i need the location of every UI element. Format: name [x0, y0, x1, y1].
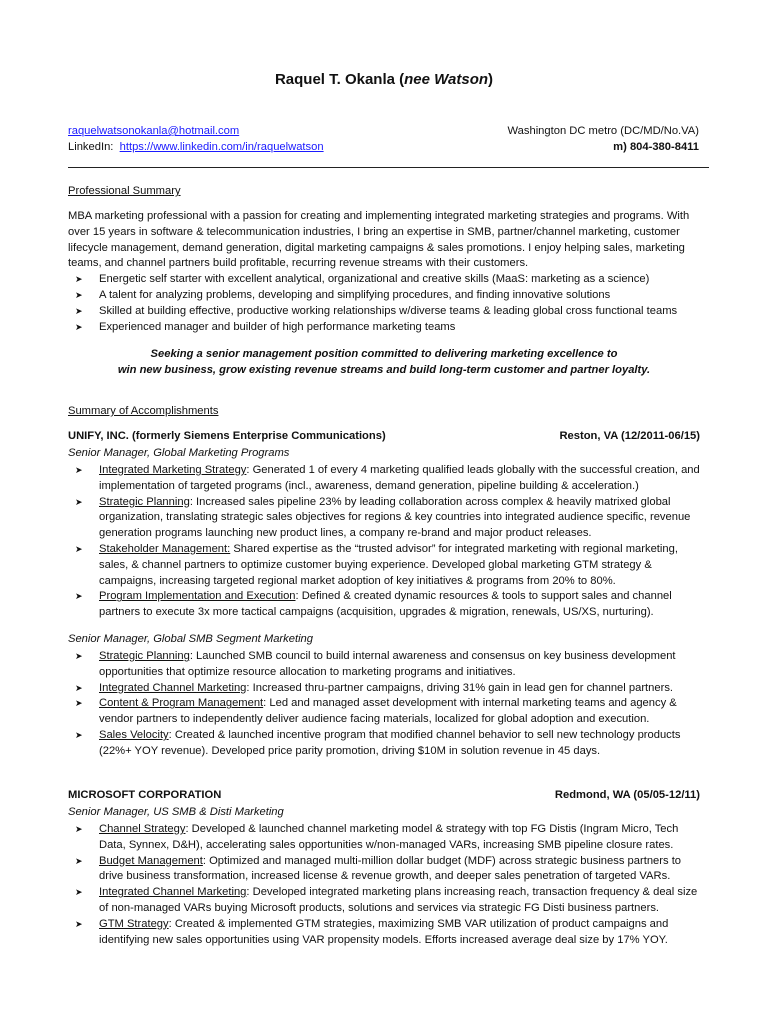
professional-summary-heading: Professional Summary [68, 185, 181, 197]
list-item: ➤ Integrated Channel Marketing: Increased thru-partner campaigns, driving 31% gain in lead gen for channel partners. [75, 681, 674, 694]
phone-number: m) 804-380-8411 [613, 141, 699, 153]
contact-block [68, 124, 699, 156]
list-item: ➤ Experienced manager and builder of high performance marketing teams [75, 320, 456, 333]
company-name: MICROSOFT CORPORATION [68, 789, 222, 801]
email-link[interactable]: raquelwatsonokanla@hotmail.com [68, 125, 240, 137]
linkedin-link[interactable]: https://www.linkedin.com/in/raquelwatson [119, 141, 324, 153]
candidate-name: Raquel T. Okanla (nee Watson) [274, 71, 494, 88]
list-item: ➤ A talent for analyzing problems, developing and simplifying procedures, and finding innovative solutions [75, 288, 611, 301]
list-item: ➤ Integrated Channel Marketing: Developed integrated marketing plans increasing reach, transaction frequency & deal size of non-managed VARs buying Microsoft products, solutions and services via strategic FG Disti business partners. [75, 886, 698, 914]
list-item: ➤ Integrated Marketing Strategy: Generated 1 of every 4 marketing qualified leads globally with the successful creation, and implementation of targeted programs (incl., awareness, demand generation, pipeline building & acceleration.) [75, 464, 700, 492]
unify-role2-bullets [68, 649, 708, 760]
summary-bullets [68, 272, 708, 335]
summary-paragraph: MBA marketing professional with a passion for creating and implementing integrated marketing strategies and programs. With over 15 years in software & telecommunication industries, I bring an expertise in SMB, partner/channel marketing, customer lifecycle management, demand generation, digital marketing campaigns & sales promotions. I enjoy helping sales, marketing teams, and channel partners build profitable, recurring revenue streams with their customers. [68, 210, 690, 270]
company-name: UNIFY, INC. (formerly Siemens Enterprise Communications) [68, 430, 386, 442]
list-item: ➤ GTM Strategy: Created & implemented GTM strategies, maximizing SMB VAR utilization of product campaigns and identifying new sales opportunities using VAR propensity models. Efforts increased average deal size by 17% YOY. [75, 917, 669, 946]
job-location-dates: Reston, VA (12/2011-06/15) [559, 430, 700, 442]
list-item: ➤ Budget Management: Optimized and managed multi-million dollar budget (MDF) across strategic business partners to drive business transformation, increased license & revenue growth, and deeper sales penetration of targeted VARs. [75, 854, 682, 883]
summary-block [68, 209, 708, 335]
list-item: ➤ Energetic self starter with excellent analytical, organizational and creative skills (MaaS: marketing as a science) [75, 273, 650, 286]
job-header-microsoft [68, 788, 700, 804]
list-item: ➤ Strategic Planning: Increased sales pipeline 23% by leading collaboration across complex & heavily matrixed global organization, translating strategic sales objectives for regions & key countries into integrated audience specific, revenue generation programs launching new product lines, a company re-brand and major product releases. [75, 495, 691, 540]
job-location-dates: Redmond, WA (05/05-12/11) [554, 789, 700, 801]
accomplishments-heading: Summary of Accomplishments [68, 405, 219, 417]
unify-role1-bullets [68, 463, 708, 621]
list-item: ➤ Channel Strategy: Developed & launched channel marketing model & strategy with top FG Distis (Ingram Micro, Tech Data, Synnex, D&H), accelerating sales opportunities w/non-managed VARs, increasing SMB pipeline closure rates. [75, 823, 679, 851]
microsoft-bullets [68, 822, 708, 948]
location: Washington DC metro (DC/MD/No.VA) [507, 125, 699, 137]
linkedin-label: LinkedIn: [68, 141, 114, 153]
header-divider [68, 167, 709, 168]
list-item: ➤ Program Implementation and Execution: Defined & created dynamic resources & tools to support sales and channel partners to execute 3x more tactical campaigns (acquisition, upgrades & migration, renewals, US/XS, nurturing). [75, 590, 672, 619]
list-item: ➤ Strategic Planning: Launched SMB council to build internal awareness and consensus on key business development opportunities that optimize resource allocation to marketing programs and initiatives. [75, 650, 676, 678]
job-title: Senior Manager, US SMB & Disti Marketing [68, 806, 284, 818]
job-header-unify [68, 429, 700, 445]
list-item: ➤ Stakeholder Management: Shared expertise as the “trusted advisor” for integrated marketing with regional marketing, sales, & channel partners to optimize customer buying experience. Developed global marketing GTM strategy & campaigns, increasing targeted regional market adoption of key initiatives & programs from 20% to 80%. [75, 542, 678, 587]
list-item: ➤ Skilled at building effective, productive working relationships w/diverse teams & leading global cross functional teams [75, 304, 678, 317]
job-title: Senior Manager, Global Marketing Programs [68, 447, 290, 459]
career-objective: Seeking a senior management position committed to delivering marketing excellence to win new business, grow existing revenue streams and build long-term customer and partner loyalty. [117, 348, 651, 376]
list-item: ➤ Content & Program Management: Led and managed asset development with internal marketing teams and agency & vendor partners to independently deliver audience facing materials, localized for global adoption and execution. [75, 697, 677, 726]
list-item: ➤ Sales Velocity: Created & launched incentive program that modified channel behavior to sell new technology products (22%+ YOY revenue). Developed price parity promotion, driving $10M in solution revenue in 45 days. [75, 728, 681, 757]
job-title: Senior Manager, Global SMB Segment Marketing [68, 633, 314, 645]
maiden-name: nee Watson [404, 71, 489, 88]
